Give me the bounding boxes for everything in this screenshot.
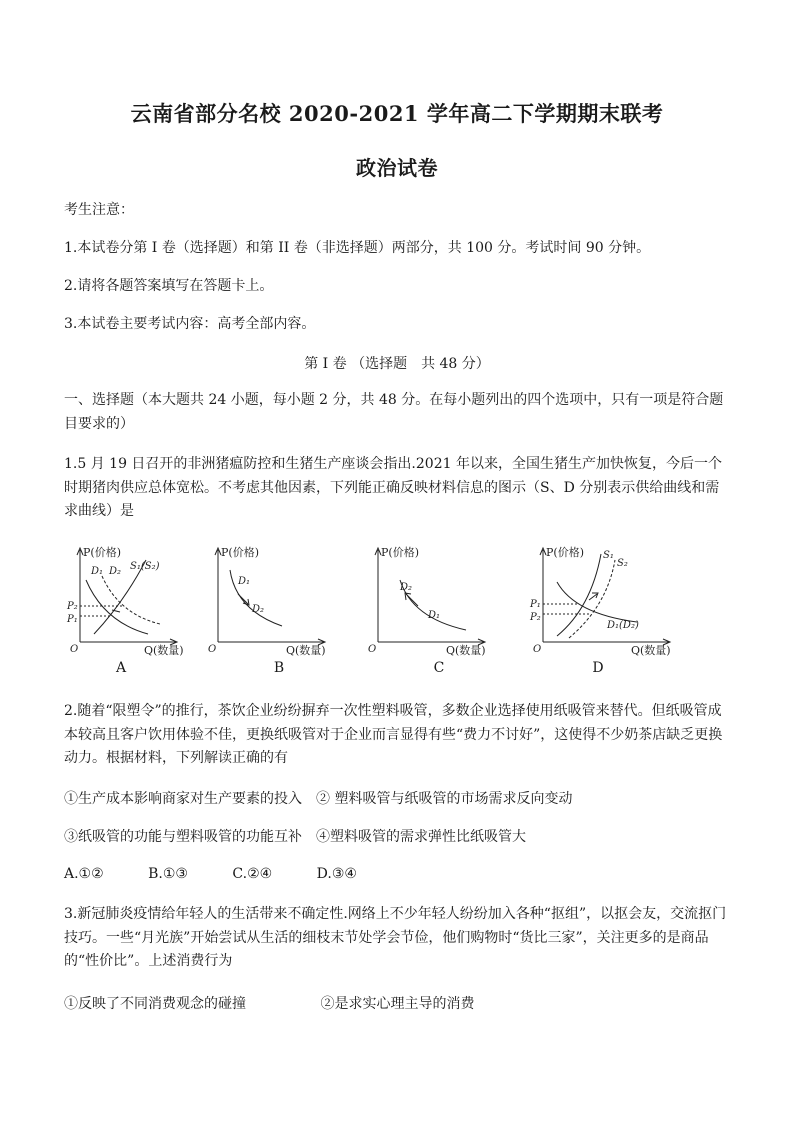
graph-c-y-axis: P(价格): [381, 546, 419, 559]
graph-c-d1: D₁: [428, 610, 441, 621]
graph-a-x-axis: Q(数量): [144, 644, 184, 657]
graph-b-x-axis: Q(数量): [286, 644, 326, 657]
graph-a-label: A: [115, 660, 127, 676]
graph-b-y-axis: P(价格): [221, 546, 259, 559]
graph-b-origin: O: [208, 644, 217, 655]
question-1-stem: 1.5 月 19 日召开的非洲猪瘟防控和生猪生产座谈会指出.2021 年以来，全国生猪生产加快恢复，今后一个时期猪肉供应总体宽松。不考虑其他因素，下列能正确反映材料信息的图示（S、D 分别表示供给曲线和需求曲线）是: [64, 456, 722, 519]
graph-c-origin: O: [368, 644, 377, 655]
graph-c: [362, 542, 492, 676]
graph-d-y-axis: P(价格): [546, 546, 584, 559]
section-instructions: 一、选择题（本大题共 24 小题，每小题 2 分，共 48 分。在每小题列出的四个选项中，只有一项是符合题目要求的）: [64, 392, 724, 432]
graph-d-p2: P₂: [530, 612, 541, 623]
graph-d: [527, 542, 677, 676]
notice-heading: 考生注意：: [64, 202, 134, 218]
choice-b: B.①③: [148, 866, 188, 882]
graph-a-p2: P₂: [67, 601, 78, 612]
graph-c-x-axis: Q(数量): [446, 644, 486, 657]
question-3-stem: 3.新冠肺炎疫情给年轻人的生活带来不确定性.网络上不少年轻人纷纷加入各种“抠组”，以抠会友，交流抠门技巧。一些“月光族”开始尝试从生活的细枝末节处学会节俭，他们购物时“货比三家”，关注更多的是商品的“性价比”。上述消费行为: [64, 906, 727, 969]
graph-d-d: D₁(D₂): [607, 620, 639, 631]
graph-b-d1: D₁: [238, 576, 251, 587]
graph-d-s1: S₁: [603, 550, 614, 561]
notice-item-1: 1.本试卷分第 I 卷（选择题）和第 II 卷（非选择题）两部分，共 100 分。考试时间 90 分钟。: [64, 240, 651, 256]
graph-a-origin: O: [70, 644, 79, 655]
graph-a-y-axis: P(价格): [83, 546, 121, 559]
graph-a: [64, 542, 184, 676]
part-title: 第 I 卷 （选择题 共 48 分）: [304, 356, 490, 372]
graph-d-x-axis: Q(数量): [631, 644, 671, 657]
notice-item-3: 3.本试卷主要考试内容：高考全部内容。: [64, 316, 316, 332]
graph-a-d1: D₁: [91, 566, 104, 577]
graph-d-label: D: [592, 660, 604, 676]
exam-subtitle: 政治试卷: [356, 156, 438, 180]
choice-d: D.③④: [316, 866, 357, 882]
question-2-choices: [64, 866, 397, 882]
graph-b-label: B: [273, 660, 285, 676]
choice-c: C.②④: [232, 866, 273, 882]
q3-statement-2: ②是求实心理主导的消费: [320, 996, 475, 1012]
graph-c-label: C: [433, 660, 445, 676]
question-2-statement-1: ①生产成本影响商家对生产要素的投入 ② 塑料吸管与纸吸管的市场需求反向变动: [64, 791, 573, 807]
graph-d-s2: S₂: [617, 558, 628, 569]
graph-a-s: S₁(S₂): [130, 561, 160, 572]
question-3-statements: [64, 993, 514, 1013]
graph-d-p1: P₁: [530, 599, 541, 610]
graph-b-d2: D₂: [252, 604, 265, 615]
graph-d-origin: O: [533, 644, 542, 655]
question-2-statement-2: ③纸吸管的功能与塑料吸管的功能互补 ④塑料吸管的需求弹性比纸吸管大: [64, 829, 526, 845]
graph-c-d2: D₂: [400, 582, 413, 593]
question-2-stem: 2.随着“限塑令”的推行，茶饮企业纷纷摒弃一次性塑料吸管，多数企业选择使用纸吸管来替代。但纸吸管成本较高且客户饮用体验不佳，更换纸吸管对于企业而言显得有些“费力不讨好”，这使得不少奶茶店缺乏更换动力。根据材料，下列解读正确的有: [64, 703, 723, 766]
exam-title: 云南省部分名校 2020-2021 学年高二下学期期末联考: [130, 101, 664, 126]
notice-item-2: 2.请将各题答案填写在答题卡上。: [64, 278, 274, 294]
graph-b: [202, 542, 332, 676]
graph-a-d2: D₂: [109, 566, 122, 577]
choice-a: A.①②: [64, 866, 104, 882]
graph-a-p1: P₁: [67, 614, 78, 625]
q3-statement-1: ①反映了不同消费观念的碰撞: [64, 996, 246, 1012]
